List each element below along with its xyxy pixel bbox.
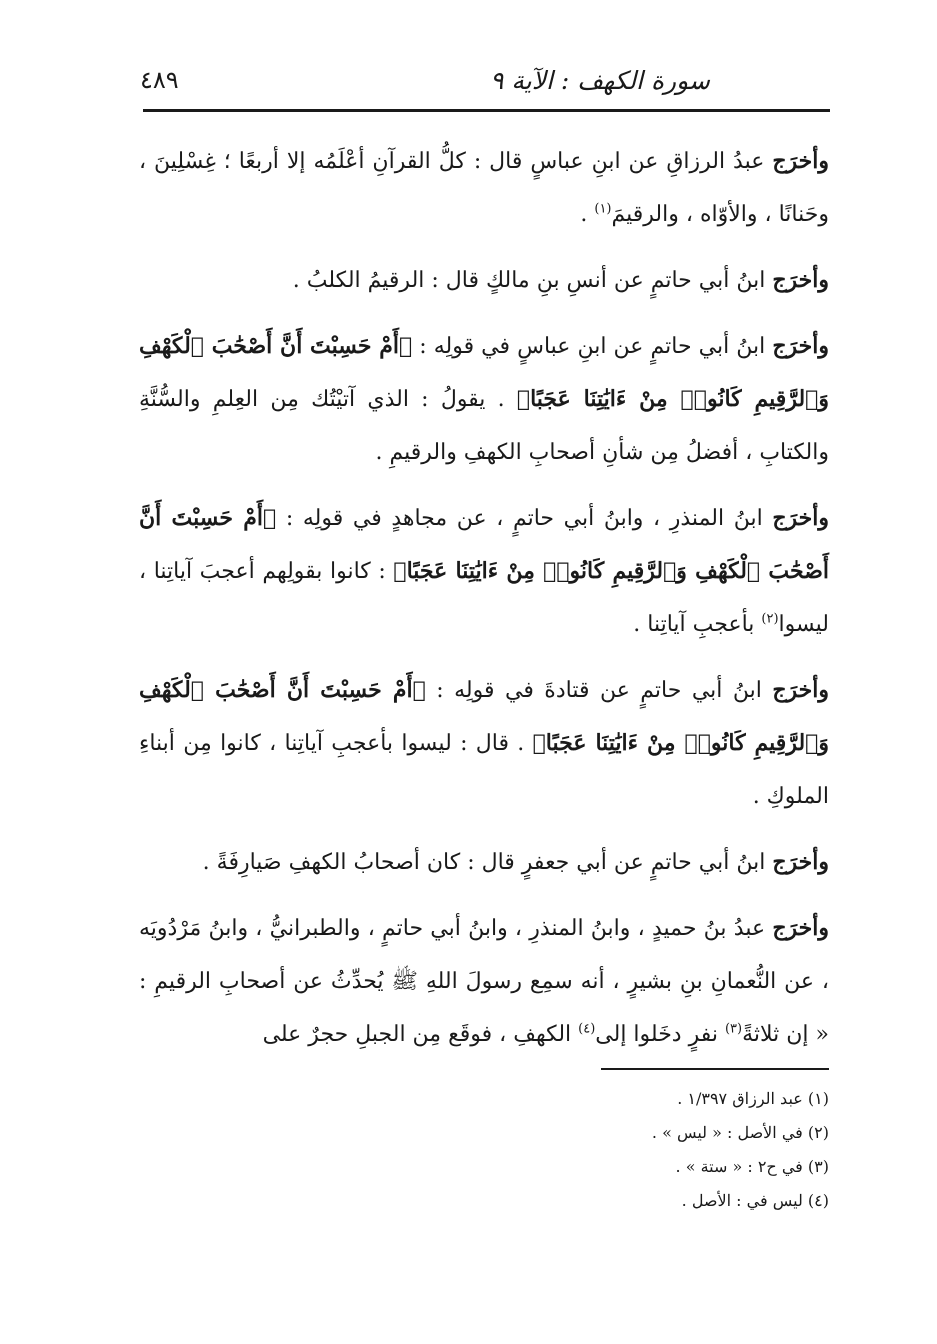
footnote-1: (١) عبد الرزاق ١/٣٩٧ . — [677, 1089, 829, 1108]
footnote-4: (٤) ليس في : الأصل . — [681, 1191, 829, 1210]
page-number: ٤٨٩ — [140, 66, 179, 94]
paragraph-6 — [139, 836, 829, 889]
paragraph-text: ابنُ أبي حاتمٍ عن قتادةَ في قولِه : — [425, 678, 773, 703]
footnote-marker: (٢) — [761, 611, 779, 627]
paragraph-text: ابنُ أبي حاتمٍ عن ابنِ عباسٍ في قولِه : — [412, 334, 773, 359]
paragraph-lead: وأخرَج — [772, 267, 829, 293]
paragraph-text: ابنُ أبي حاتمٍ عن أبي جعفرٍ قال : كان أصحابُ الكهفِ صَيارِفَةً . — [202, 850, 773, 875]
paragraph-2 — [139, 254, 829, 307]
paragraph-lead: وأخرَج — [772, 677, 830, 703]
paragraph-lead: وأخرَج — [772, 333, 830, 359]
footnote-marker: (٣) — [724, 1021, 743, 1037]
paragraph-3 — [139, 320, 829, 479]
footnote-marker: (٤) — [578, 1021, 596, 1037]
footnote-marker: (١) — [594, 201, 612, 217]
paragraph-lead: وأخرَج — [772, 915, 829, 941]
paragraph-tail: . قال : ليسوا بأعجبِ آياتِنا ، كانوا مِن أبناءِ الملوكِ . — [139, 731, 829, 809]
quran-verse: ﴿أَمْ حَسِبْتَ أَنَّ أَصْحَٰبَ ٱلْكَهْفِ وَٱلرَّقِيمِ كَانُوا۟ مِنْ ءَايَٰتِنَا عَجَبًا﴾ — [139, 505, 829, 584]
paragraph-lead: وأخرَج — [772, 505, 829, 531]
quran-verse: ﴿أَمْ حَسِبْتَ أَنَّ أَصْحَٰبَ ٱلْكَهْفِ وَٱلرَّقِيمِ كَانُوا۟ مِنْ ءَايَٰتِنَا عَجَبًا﴾ — [139, 333, 829, 412]
quran-verse: ﴿أَمْ حَسِبْتَ أَنَّ أَصْحَٰبَ ٱلْكَهْفِ وَٱلرَّقِيمِ كَانُوا۟ مِنْ ءَايَٰتِنَا عَجَبًا﴾ — [139, 677, 829, 756]
header-title: سورة الكهف : الآية ٩ — [489, 66, 710, 95]
footnotes — [139, 1082, 829, 1218]
header-rule — [143, 109, 830, 112]
footnote-3: (٣) في ح٢ : « ستة » . — [675, 1157, 829, 1176]
paragraph-tail: الكهفِ ، فوقَع مِن الجبلِ حجرٌ على — [262, 1022, 579, 1047]
paragraph-tail: . يقولُ : الذي آتيْتُك مِن العِلمِ والسُّنَّةِ والكتابِ ، أفضلُ مِن شأنِ أصحابِ الكهفِ والرقيمِ . — [139, 387, 829, 465]
paragraph-4 — [139, 492, 829, 651]
paragraph-5 — [139, 664, 829, 823]
paragraph-text: ابنُ المنذرِ ، وابنُ أبي حاتمٍ ، عن مجاهدٍ في قولِه : — [276, 506, 773, 531]
footnote-2: (٢) في الأصل : « ليس » . — [651, 1123, 829, 1142]
paragraph-1 — [139, 135, 829, 241]
paragraph-tail: نفرٍ دخَلوا إلى — [595, 1022, 725, 1047]
paragraph-lead: وأخرَج — [772, 148, 829, 174]
paragraph-text: ابنُ أبي حاتمٍ عن أنسِ بنِ مالكٍ قال : الرقيمُ الكلبُ . — [292, 268, 773, 293]
footnote-rule — [601, 1068, 829, 1070]
paragraph-tail: بأعجبِ آياتِنا . — [633, 612, 762, 637]
paragraph-tail: . — [580, 202, 595, 227]
paragraph-lead: وأخرَج — [772, 849, 829, 875]
main-text — [139, 135, 829, 1074]
paragraph-tail: : كانوا بقولِهم أعجبَ آياتِنا ، ليسوا — [139, 559, 829, 637]
paragraph-text: عبدُ بنُ حميدٍ ، وابنُ المنذرِ ، وابنُ أبي حاتمٍ ، والطبرانيُّ ، وابنُ مَرْدُويَه ، عن النُّعمانِ بنِ بشيرٍ ، أنه سمِع رسولَ اللهِ ﷺ يُحدِّثُ عن أصحابِ الرقيمِ : « إن ثلاثةً — [139, 916, 829, 1047]
paragraph-7 — [139, 902, 829, 1061]
running-header — [140, 60, 820, 108]
paragraph-text: عبدُ الرزاقِ عن ابنِ عباسٍ قال : كلُّ القرآنِ أعْلَمُه إلا أربعًا ؛ غِسْلِينَ ، وحَنانًا ، والأوّاه ، والرقيمَ — [139, 149, 829, 227]
